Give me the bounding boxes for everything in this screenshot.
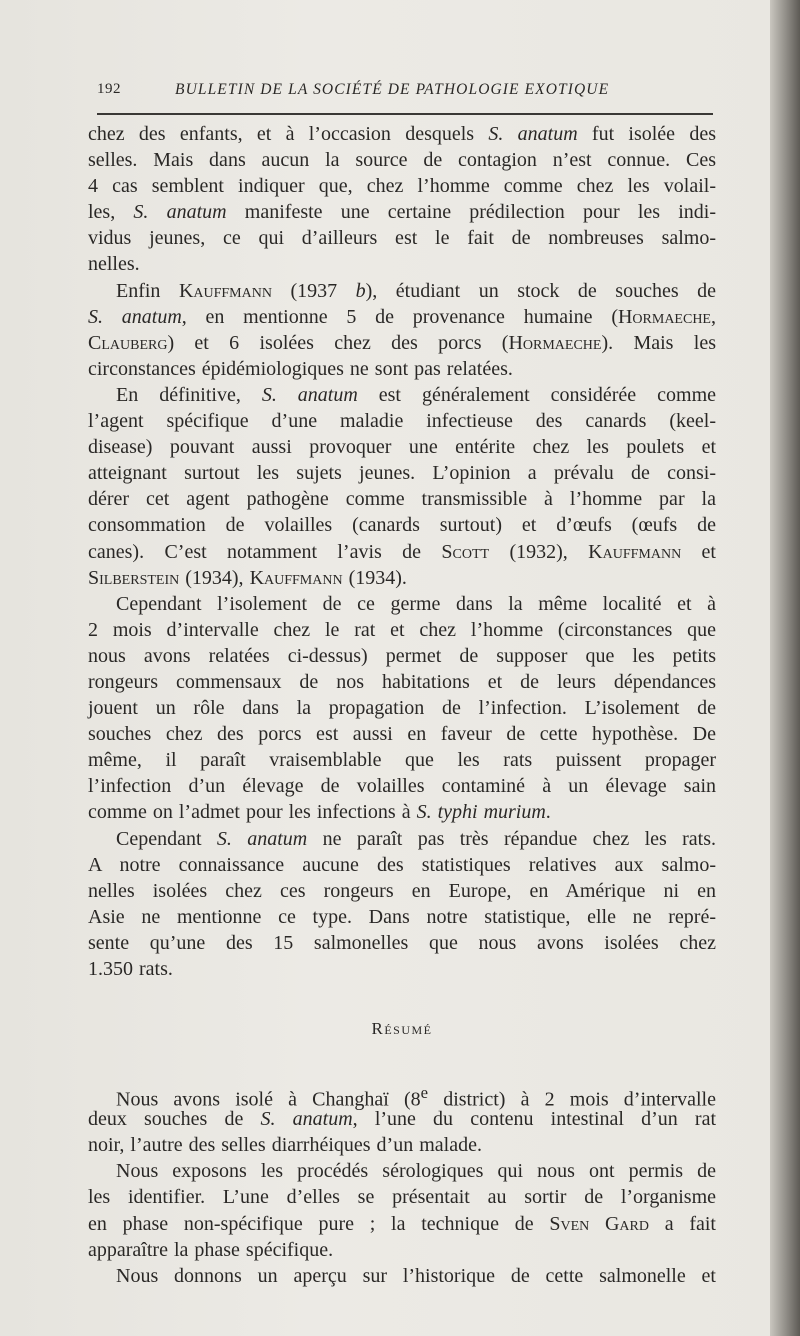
text-segment: S. typhi murium bbox=[416, 801, 546, 824]
text-line bbox=[88, 930, 716, 956]
text-segment: Clauberg bbox=[88, 331, 168, 354]
text-line bbox=[88, 278, 716, 304]
text-segment: même, il paraît vraisemblable que les rats puissent propager bbox=[88, 749, 716, 772]
text-line bbox=[88, 1106, 716, 1132]
text-line bbox=[88, 434, 716, 460]
text-segment: En définitive, bbox=[116, 383, 262, 406]
text-segment: vidus jeunes, ce qui d’ailleurs est le fait de nombreuses salmo- bbox=[88, 227, 716, 250]
article-body bbox=[88, 121, 716, 1289]
text-segment: a fait bbox=[648, 1212, 716, 1235]
text-line bbox=[88, 904, 716, 930]
text-line bbox=[88, 330, 716, 356]
text-segment: Sven Gard bbox=[549, 1212, 649, 1235]
text-line bbox=[88, 826, 716, 852]
text-segment: sente qu’une des 15 salmonelles que nous avons isolées chez bbox=[88, 931, 716, 954]
text-segment: Hormaeche bbox=[508, 331, 602, 354]
text-line bbox=[88, 591, 716, 617]
text-segment: ). Mais les bbox=[601, 331, 716, 354]
text-line bbox=[88, 147, 716, 173]
text-line bbox=[88, 852, 716, 878]
text-segment: l’agent spécifique d’une maladie infectieuse des canards (keel- bbox=[88, 410, 716, 433]
running-title: BULLETIN DE LA SOCIÉTÉ DE PATHOLOGIE EXOTIQUE bbox=[175, 81, 610, 98]
text-segment: Cependant bbox=[116, 827, 217, 850]
text-line bbox=[88, 956, 716, 982]
text-segment: S. anatum bbox=[488, 123, 578, 145]
text-segment: est généralement considérée comme bbox=[357, 383, 717, 406]
text-segment: consommation de volailles (canards surtout) et d’œufs (œufs de bbox=[88, 514, 716, 537]
text-segment: b bbox=[355, 279, 366, 302]
text-segment: Kauffmann bbox=[178, 279, 272, 302]
text-segment: Hormaeche bbox=[617, 305, 711, 328]
text-line bbox=[88, 251, 716, 277]
text-line bbox=[88, 617, 716, 643]
text-segment: S. anatum bbox=[261, 383, 358, 406]
text-line bbox=[88, 695, 716, 721]
text-segment: . bbox=[545, 801, 551, 824]
text-line bbox=[88, 643, 716, 669]
text-segment: atteignant surtout les sujets jeunes. L’opinion a prévalu de consi- bbox=[88, 462, 716, 485]
text-segment: 1.350 rats. bbox=[88, 958, 173, 980]
text-segment: ne paraît pas très répandue chez les rats. bbox=[307, 827, 717, 850]
text-segment: S. anatum bbox=[260, 1108, 353, 1131]
text-segment: comme on l’admet pour les infections à bbox=[88, 801, 417, 824]
text-segment: noir, l’autre des selles diarrhéiques d’un malade. bbox=[88, 1134, 482, 1157]
text-segment: Silberstein bbox=[88, 566, 180, 589]
text-segment: A notre connaissance aucune des statistiques relatives aux salmo- bbox=[88, 853, 716, 876]
text-segment: (1934), bbox=[179, 566, 250, 589]
text-segment: S. anatum bbox=[133, 201, 227, 224]
text-segment: Asie ne mentionne ce type. Dans notre statistique, elle ne repré- bbox=[88, 905, 716, 928]
text-segment: rongeurs commensaux de nos habitations et de leurs dépendances bbox=[88, 670, 716, 693]
text-line bbox=[88, 721, 716, 747]
text-segment: canes). C’est notamment l’avis de bbox=[88, 540, 442, 563]
text-segment: Enfin bbox=[116, 279, 179, 302]
text-segment: apparaître la phase spécifique. bbox=[88, 1238, 334, 1261]
text-segment: ) et 6 isolées chez des porcs ( bbox=[167, 331, 509, 354]
text-segment: manifeste une certaine prédilection pour les indi- bbox=[226, 201, 717, 224]
section-heading bbox=[88, 1016, 716, 1042]
page-number: 192 bbox=[97, 81, 121, 97]
text-line bbox=[88, 486, 716, 512]
text-segment: circonstances épidémiologiques ne sont pas relatées. bbox=[88, 357, 513, 380]
text-segment: chez des enfants, et à l’occasion desquels bbox=[88, 123, 489, 145]
text-segment: souches chez des porcs est aussi en faveur de cette hypothèse. De bbox=[88, 723, 716, 746]
text-line bbox=[88, 304, 716, 330]
text-line bbox=[88, 878, 716, 904]
header-rule bbox=[97, 113, 713, 115]
text-line bbox=[88, 1237, 716, 1263]
text-segment: ), étudiant un stock de souches de bbox=[365, 279, 716, 302]
text-segment: l’infection d’un élevage de volailles contaminé à un élevage sain bbox=[88, 775, 716, 798]
text-line bbox=[88, 512, 716, 538]
text-segment: Cependant l’isolement de ce germe dans la même localité et à bbox=[116, 592, 716, 615]
text-line bbox=[88, 1184, 716, 1210]
text-line bbox=[88, 356, 716, 382]
text-segment: Nous donnons un aperçu sur l’historique de cette salmonelle et bbox=[116, 1264, 716, 1287]
text-line bbox=[88, 121, 716, 147]
text-segment: jouent un rôle dans la propagation de l’infection. L’isolement de bbox=[88, 697, 716, 720]
text-segment: nelles. bbox=[88, 253, 140, 276]
text-segment: Kauffmann bbox=[588, 540, 682, 563]
section-gap bbox=[88, 1042, 716, 1080]
text-line bbox=[88, 539, 716, 565]
text-segment: disease) pouvant aussi provoquer une entérite chez les poulets et bbox=[88, 436, 716, 459]
text-line bbox=[88, 408, 716, 434]
text-segment: les, bbox=[88, 201, 134, 224]
text-segment: Nous exposons les procédés sérologiques qui nous ont permis de bbox=[116, 1160, 716, 1183]
section-gap bbox=[88, 982, 716, 1016]
text-line bbox=[88, 1132, 716, 1158]
text-segment: en phase non-spécifique pure ; la technique de bbox=[88, 1212, 550, 1235]
text-segment: S. anatum bbox=[216, 827, 308, 850]
text-segment: dérer cet agent pathogène comme transmissible à l’homme par la bbox=[88, 488, 716, 511]
page-header bbox=[97, 78, 713, 104]
text-line bbox=[88, 1211, 716, 1237]
text-line bbox=[88, 1158, 716, 1184]
text-line bbox=[88, 382, 716, 408]
text-segment: deux souches de bbox=[88, 1108, 261, 1131]
text-segment: nous avons relatées ci-dessus) permet de supposer que les petits bbox=[88, 644, 716, 667]
text-segment: e bbox=[420, 1083, 429, 1103]
text-line bbox=[88, 199, 716, 225]
text-segment: (1932), bbox=[489, 540, 589, 563]
text-segment: , l’une du contenu intestinal d’un rat bbox=[352, 1108, 717, 1131]
text-segment: district) à 2 mois d’intervalle bbox=[428, 1088, 716, 1111]
text-line bbox=[88, 565, 716, 591]
text-line bbox=[88, 669, 716, 695]
text-segment: (1937 bbox=[271, 279, 356, 302]
text-segment: , en mentionne 5 de provenance humaine ( bbox=[181, 305, 618, 328]
text-segment: Kauffmann bbox=[249, 566, 343, 589]
text-line bbox=[88, 1080, 716, 1111]
text-segment: selles. Mais dans aucun la source de contagion n’est connue. Ces bbox=[88, 149, 716, 172]
text-segment: et bbox=[681, 540, 716, 563]
text-line bbox=[88, 225, 716, 251]
text-line bbox=[88, 773, 716, 799]
text-line bbox=[88, 1263, 716, 1289]
book-spine-shadow bbox=[770, 0, 800, 1336]
text-segment: 4 cas semblent indiquer que, chez l’homme comme chez les volail- bbox=[88, 175, 716, 198]
text-segment: Résumé bbox=[371, 1019, 433, 1039]
text-line bbox=[88, 173, 716, 199]
text-segment: S. anatum bbox=[88, 305, 182, 328]
text-segment: (1934). bbox=[342, 566, 407, 589]
text-segment: fut isolée des bbox=[577, 123, 716, 145]
text-line bbox=[88, 799, 716, 825]
text-line bbox=[88, 460, 716, 486]
text-segment: nelles isolées chez ces rongeurs en Europe, en Amérique ni en bbox=[88, 879, 716, 902]
text-line bbox=[88, 747, 716, 773]
text-segment: les identifier. L’une d’elles se présentait au sortir de l’organisme bbox=[88, 1186, 716, 1209]
text-segment: , bbox=[711, 305, 716, 328]
text-segment: Nous avons isolé à Changhaï (8 bbox=[116, 1088, 421, 1111]
text-segment: 2 mois d’intervalle chez le rat et chez l’homme (circonstances que bbox=[88, 618, 716, 641]
text-segment: Scott bbox=[441, 540, 490, 563]
